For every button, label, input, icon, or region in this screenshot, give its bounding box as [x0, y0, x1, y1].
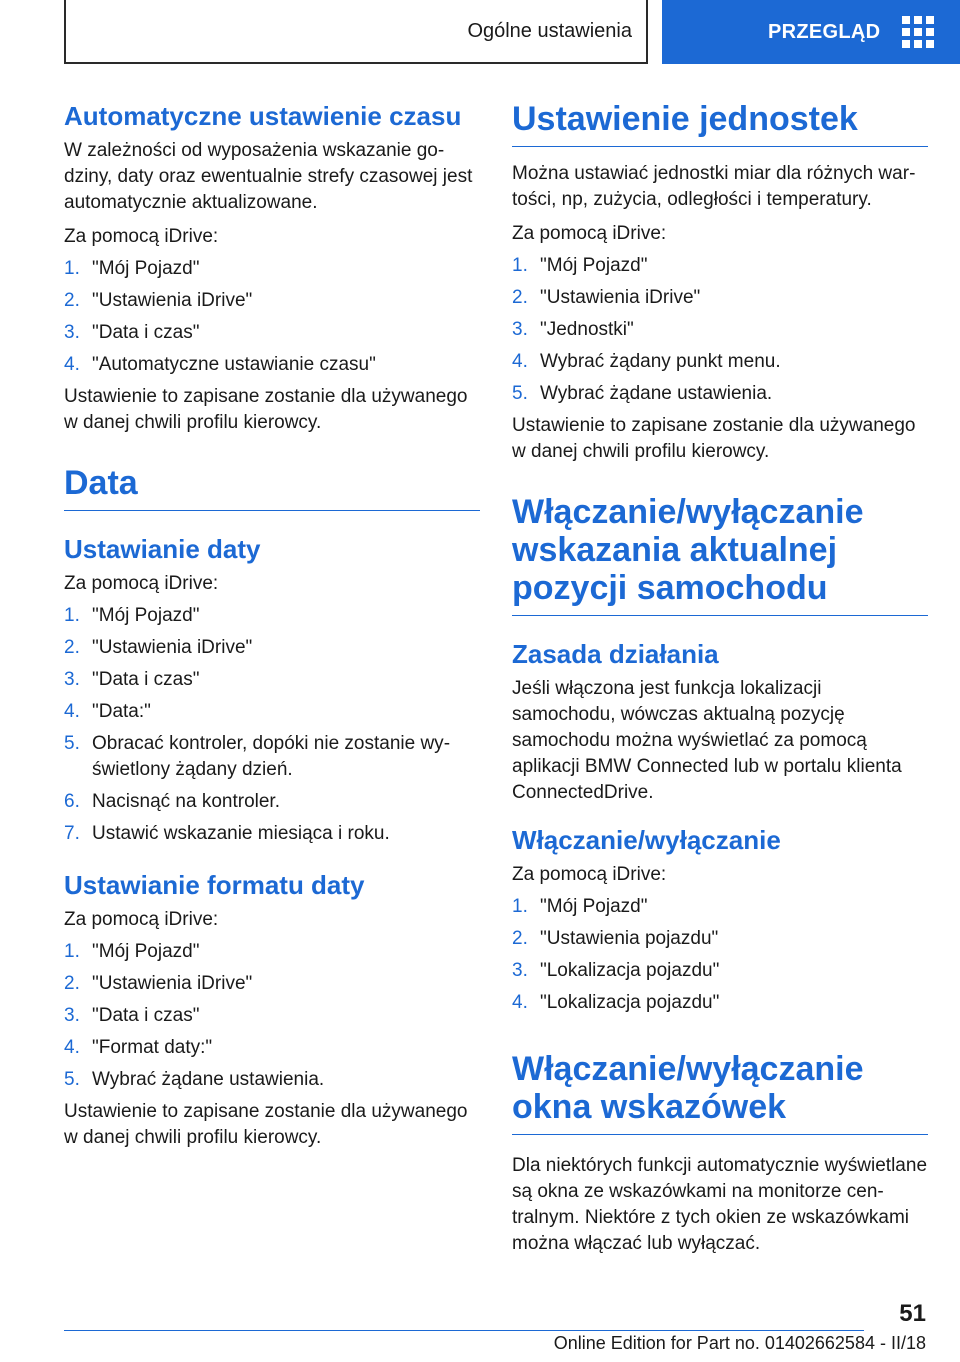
- list-item: 5. Wybrać żądane ustawienia.: [512, 383, 773, 404]
- heading-position: Włączanie/wyłączanie wskazania aktualnej pozycji samochodu: [512, 493, 928, 616]
- heading-on-off: Włączanie/wyłączanie: [512, 825, 781, 855]
- heading-hint-windows: Włączanie/wyłączanie okna wskazówek: [512, 1050, 928, 1135]
- footer-edition: Online Edition for Part no. 01402662584 - II/18: [553, 1333, 926, 1353]
- list-item: 2. "Ustawienia iDrive": [64, 290, 253, 311]
- list-item: 2. "Ustawienia iDrive": [512, 287, 701, 308]
- list-item: 1. "Mój Pojazd": [512, 896, 648, 917]
- heading-set-date: Ustawianie daty: [64, 534, 261, 564]
- units-note: Ustawienie to zapisane zostanie dla używanego w danej chwili profilu kierowcy.: [512, 415, 916, 462]
- date-format-via: Za pomocą iDrive:: [64, 909, 219, 930]
- list-item: 3. "Data i czas": [64, 1005, 200, 1026]
- list-item: 4. "Lokalizacja pojazdu": [512, 992, 720, 1013]
- date-format-steps: [64, 939, 480, 1093]
- grid-icon: [902, 16, 934, 48]
- list-item: 5. Obracać kontroler, dopóki nie zostanie wyświetlony żądany dzień.: [64, 733, 451, 780]
- list-item: 5. Wybrać żądane ustawienia.: [64, 1069, 325, 1090]
- left-column: [64, 100, 480, 1151]
- list-item: 4. Wybrać żądany punkt menu.: [512, 351, 781, 372]
- principle-text: Jeśli włączona jest funkcja lokalizacji samochodu, wówczas aktualną pozycję samochodu można wyświetlać za pomocą aplikacji BMW Connected lub w portalu klienta ConnectedDrive.: [512, 678, 902, 803]
- list-item: 1. "Mój Pojazd": [64, 941, 200, 962]
- set-date-steps: [64, 603, 480, 847]
- right-column: [512, 100, 928, 1257]
- list-item: 1. "Mój Pojazd": [64, 605, 200, 626]
- heading-units: Ustawienie jednostek: [512, 100, 928, 147]
- list-item: 2. "Ustawienia iDrive": [64, 637, 253, 658]
- units-steps: [512, 253, 928, 407]
- list-item: 1. "Mój Pojazd": [64, 258, 200, 279]
- list-item: 3. "Data i czas": [64, 669, 200, 690]
- units-via: Za pomocą iDrive:: [512, 223, 667, 244]
- heading-auto-time: Automatyczne ustawienie czasu: [64, 101, 462, 131]
- page-number: 51: [899, 1300, 926, 1327]
- set-date-via: Za pomocą iDrive:: [64, 573, 219, 594]
- footer-divider: [64, 1330, 864, 1331]
- list-item: 2. "Ustawienia iDrive": [64, 973, 253, 994]
- hint-windows-text: Dla niektórych funkcji automatycznie wyświetlane są okna ze wskazówkami na monitorze centralnym. Niektóre z tych okien ze wskazówkami można włączać lub wyłączać.: [512, 1155, 928, 1254]
- heading-data: Data: [64, 464, 480, 511]
- list-item: 3. "Lokalizacja pojazdu": [512, 960, 720, 981]
- list-item: 4. "Automatyczne ustawianie czasu": [64, 354, 376, 375]
- auto-time-intro: W zależności od wyposażenia wskazanie godziny, daty oraz ewentualnie strefy czasowej jest automatycznie aktualizowane.: [64, 140, 473, 213]
- auto-time-steps: [64, 256, 480, 378]
- list-item: 6. Nacisnąć na kontroler.: [64, 791, 280, 812]
- list-item: 7. Ustawić wskazanie miesiąca i roku.: [64, 823, 390, 844]
- list-item: 1. "Mój Pojazd": [512, 255, 648, 276]
- list-item: 4. "Data:": [64, 701, 151, 722]
- auto-time-note: Ustawienie to zapisane zostanie dla używanego w danej chwili profilu kierowcy.: [64, 386, 468, 433]
- on-off-via: Za pomocą iDrive:: [512, 864, 667, 885]
- heading-principle: Zasada działania: [512, 639, 719, 669]
- list-item: 4. "Format daty:": [64, 1037, 213, 1058]
- units-intro: Można ustawiać jednostki miar dla różnych wartości, np, zużycia, odległości i temperatury.: [512, 163, 916, 210]
- heading-date-format: Ustawianie formatu daty: [64, 870, 365, 900]
- list-item: 3. "Data i czas": [64, 322, 200, 343]
- list-item: 3. "Jednostki": [512, 319, 634, 340]
- section-tab[interactable]: [64, 0, 648, 64]
- overview-button[interactable]: [662, 0, 960, 64]
- section-tab-label: Ogólne ustawienia: [467, 19, 632, 42]
- overview-label: PRZEGLĄD: [768, 20, 881, 43]
- auto-time-via: Za pomocą iDrive:: [64, 226, 219, 247]
- date-format-note: Ustawienie to zapisane zostanie dla używanego w danej chwili profilu kierowcy.: [64, 1101, 468, 1148]
- list-item: 2. "Ustawienia pojazdu": [512, 928, 719, 949]
- on-off-steps: [512, 894, 928, 1016]
